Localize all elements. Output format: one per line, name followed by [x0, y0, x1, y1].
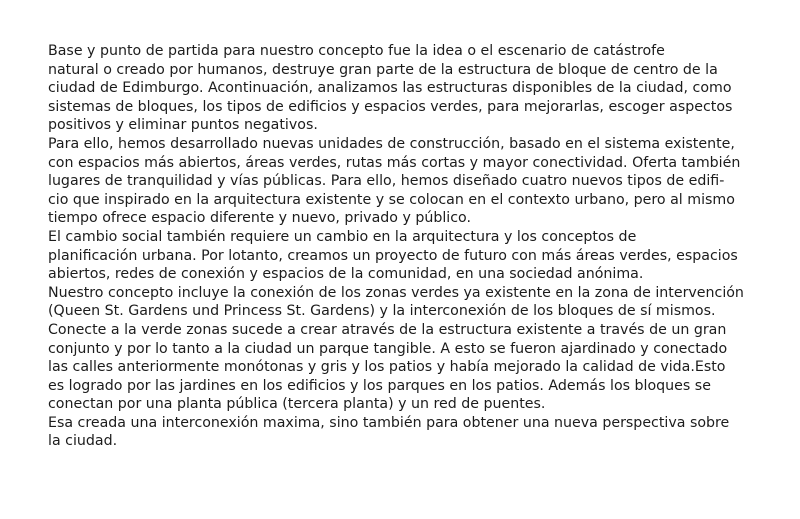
text-line: tiempo ofrece espacio diferente y nuevo, privado y público.	[48, 210, 471, 227]
text-line: las calles anteriormente monótonas y gris y los patios y había mejorado la calidad de vida.Esto	[48, 359, 726, 376]
text-line: Conecte a la verde zonas sucede a crear através de la estructura existente a través de un gran	[48, 321, 727, 338]
text-line: es logrado por las jardines en los edificios y los parques en los patios. Además los bloques se	[48, 377, 711, 394]
text-line: Para ello, hemos desarrollado nuevas unidades de construcción, basado en el sistema existente,	[48, 135, 735, 152]
text-line: Base y punto de partida para nuestro concepto fue la idea o el escenario de catástrofe	[48, 43, 665, 59]
document-body	[48, 42, 768, 451]
text-line: Nuestro concepto incluye la conexión de los zonas verdes ya existente en la zona de intervención	[48, 284, 744, 301]
text-line: sistemas de bloques, los tipos de edificios y espacios verdes, para mejorarlas, escoger aspectos	[48, 98, 733, 115]
text-line: abiertos, redes de conexión y espacios de la comunidad, en una sociedad anónima.	[48, 266, 644, 283]
text-line: ciudad de Edimburgo. Acontinuación, analizamos las estructuras disponibles de la ciudad, como	[48, 80, 732, 97]
text-line: la ciudad.	[48, 433, 118, 450]
text-line: (Queen St. Gardens und Princess St. Gardens) y la interconexión de los bloques de sí mismos.	[48, 303, 716, 320]
text-line: con espacios más abiertos, áreas verdes, rutas más cortas y mayor conectividad. Oferta también	[48, 154, 741, 171]
text-line: positivos y eliminar puntos negativos.	[48, 117, 318, 134]
text-line: El cambio social también requiere un cambio en la arquitectura y los conceptos de	[48, 228, 637, 245]
text-line: Esa creada una interconexión maxima, sino también para obtener una nueva perspectiva sobre	[48, 414, 730, 431]
text-line: conjunto y por lo tanto a la ciudad un parque tangible. A esto se fueron ajardinado y conectado	[48, 340, 728, 357]
text-line: cio que inspirado en la arquitectura existente y se colocan en el contexto urbano, pero al mismo	[48, 191, 735, 208]
text-line: conectan por una planta pública (tercera planta) y un red de puentes.	[48, 396, 546, 413]
text-line: lugares de tranquilidad y vías públicas. Para ello, hemos diseñado cuatro nuevos tipos de edifi-	[48, 173, 725, 190]
text-line: planificación urbana. Por lotanto, creamos un proyecto de futuro con más áreas verdes, espacios	[48, 247, 738, 264]
text-line: natural o creado por humanos, destruye gran parte de la estructura de bloque de centro de la	[48, 61, 718, 78]
